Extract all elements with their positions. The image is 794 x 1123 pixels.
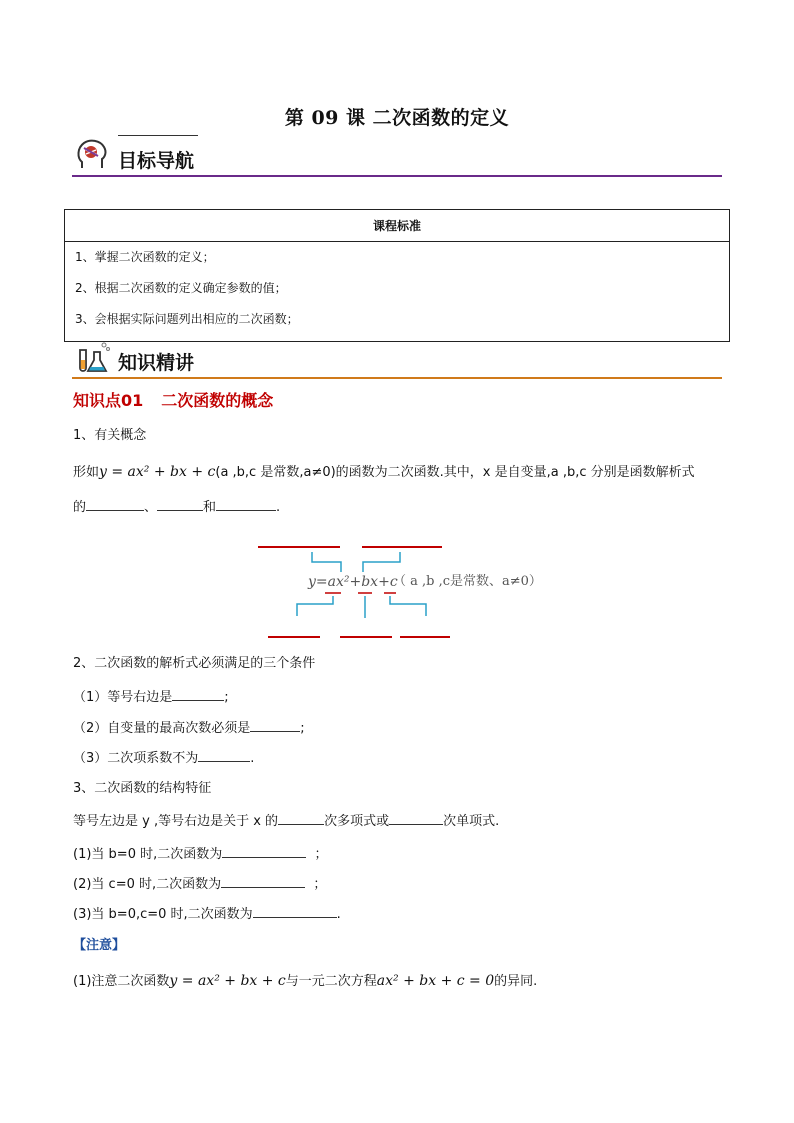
- bracket: [297, 596, 333, 616]
- note-line: [73, 972, 537, 991]
- knowledge-point-title: [73, 388, 291, 411]
- text: (1)当 b=0 时,二次函数为: [73, 847, 223, 862]
- note-label: 【注意】: [73, 938, 126, 953]
- list-item: 1、掌握二次函数的定义；: [75, 250, 215, 264]
- text: (2)当 c=0 时,二次函数为: [73, 877, 222, 892]
- bracket: [312, 552, 341, 572]
- fill-blank[interactable]: [389, 812, 443, 825]
- lab-flask-icon: [74, 340, 110, 376]
- section-rule: [72, 377, 722, 379]
- p3-heading: 3、二次函数的结构特征: [73, 781, 212, 796]
- list-item: 2、根据二次函数的定义确定参数的值；: [75, 281, 287, 295]
- fill-blank[interactable]: [86, 498, 144, 511]
- brain-head-icon: [74, 138, 110, 174]
- p1-line2: [73, 498, 280, 517]
- formula-diagram: [250, 538, 550, 643]
- section-label: 知识精讲: [118, 352, 195, 374]
- fill-blank[interactable]: [278, 812, 324, 825]
- course-standards-table: [64, 209, 730, 342]
- fill-blank[interactable]: [172, 688, 224, 701]
- fill-blank[interactable]: [216, 498, 276, 511]
- fill-blank[interactable]: [221, 875, 305, 888]
- section-header-goals: [72, 138, 722, 178]
- text: 次单项式.: [443, 814, 500, 829]
- text: (1)注意二次函数: [73, 974, 170, 989]
- text: 和: [203, 500, 217, 515]
- p2-condition-1: [73, 688, 229, 707]
- text: .: [336, 907, 341, 922]
- text: .: [250, 751, 255, 766]
- header-overline: [118, 135, 198, 136]
- fill-blank[interactable]: [250, 719, 300, 732]
- diagram-condition: （ a ,b ,c是常数、a≠0）: [393, 574, 542, 589]
- text: .: [276, 500, 281, 515]
- fill-blank[interactable]: [198, 749, 250, 762]
- section-rule: [72, 175, 722, 177]
- p2-condition-3: [73, 749, 254, 768]
- text: （1）等号右边是: [73, 690, 173, 705]
- page-title: 第 09 课 二次函数的定义: [284, 107, 510, 129]
- text: 形如: [73, 465, 100, 480]
- fill-blank[interactable]: [253, 905, 337, 918]
- p1-heading: 1、有关概念: [73, 428, 147, 443]
- knowledge-point-number: 知识点01: [73, 391, 144, 410]
- text: ；: [313, 877, 327, 892]
- fill-blank[interactable]: [157, 498, 203, 511]
- p3-case-2: [73, 875, 326, 894]
- section-header-knowledge: [72, 340, 722, 380]
- bracket: [363, 552, 400, 572]
- knowledge-point-name: 二次函数的概念: [161, 391, 274, 410]
- formula: y = ax² + bx + c: [99, 464, 216, 480]
- p1-line1: [73, 463, 695, 482]
- text: 与一元二次方程: [285, 974, 377, 989]
- p3-line1: [73, 812, 499, 831]
- text: ；: [314, 847, 328, 862]
- formula: y = ax² + bx + c: [169, 973, 286, 989]
- diagram-formula: y=ax²+bx+c: [308, 574, 398, 590]
- text: ;: [224, 690, 229, 705]
- p3-case-3: [73, 905, 341, 924]
- text: 的异同.: [494, 974, 538, 989]
- p2-heading: 2、二次函数的解析式必须满足的三个条件: [73, 656, 316, 671]
- text: 、: [144, 500, 158, 515]
- text: 等号左边是 y ,等号右边是关于 x 的: [73, 814, 279, 829]
- formula: ax² + bx + c = 0: [376, 973, 495, 989]
- text: （2）自变量的最高次数必须是: [73, 721, 251, 736]
- bracket: [390, 596, 426, 616]
- standards-list: [65, 242, 730, 342]
- table-header: 课程标准: [65, 210, 730, 242]
- text: 次多项式或: [324, 814, 390, 829]
- list-item: 3、会根据实际问题列出相应的二次函数；: [75, 312, 299, 326]
- text: （3）二次项系数不为: [73, 751, 199, 766]
- p3-case-1: [73, 845, 328, 864]
- text: (3)当 b=0,c=0 时,二次函数为: [73, 907, 253, 922]
- p2-condition-2: [73, 719, 305, 738]
- text: (a ,b,c 是常数,a≠0)的函数为二次函数.其中，x 是自变量,a ,b,c 分别是函数解析式: [215, 465, 695, 480]
- fill-blank[interactable]: [222, 845, 306, 858]
- text: 的: [73, 500, 87, 515]
- section-label: 目标导航: [118, 150, 195, 172]
- text: ;: [300, 721, 305, 736]
